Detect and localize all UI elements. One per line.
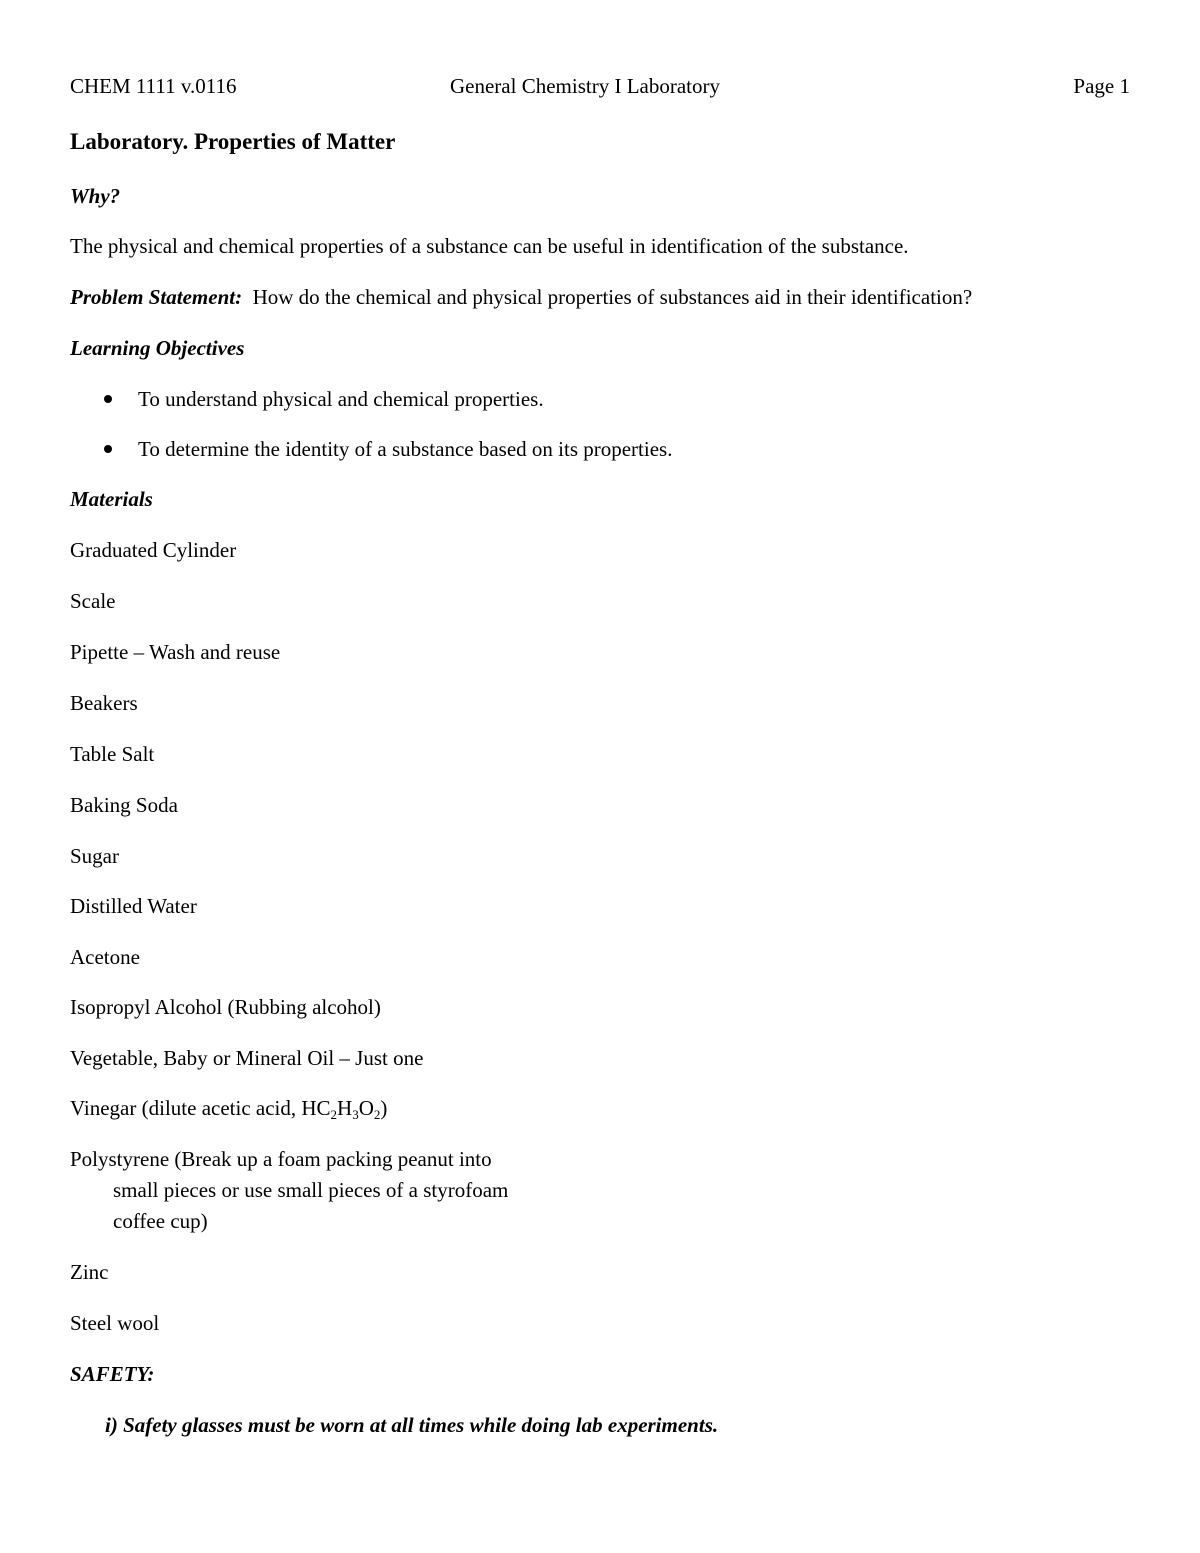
problem-label: Problem Statement: (70, 285, 243, 309)
bullet-icon (104, 445, 112, 453)
materials-heading: Materials (70, 487, 153, 511)
material-item: Sugar (70, 844, 119, 868)
course-code: CHEM 1111 v.0116 (70, 74, 237, 98)
problem-text: How do the chemical and physical properties of substances aid in their identification? (252, 285, 973, 309)
material-item: Beakers (70, 691, 138, 715)
material-item: Scale (70, 589, 116, 613)
why-text: The physical and chemical properties of a substance can be useful in identification of the substance. (70, 234, 909, 258)
why-heading: Why? (70, 184, 121, 208)
material-item: Baking Soda (70, 793, 178, 817)
material-item: Pipette – Wash and reuse (70, 640, 281, 664)
page-number: Page 1 (1073, 74, 1130, 98)
material-item-polystyrene-cont: small pieces or use small pieces of a styrofoam (113, 1178, 509, 1202)
material-item: Table Salt (70, 742, 155, 766)
course-title: General Chemistry I Laboratory (450, 74, 720, 98)
material-item-vinegar: Vinegar (dilute acetic acid, $HC_2H_3O_2$) (70, 1096, 388, 1122)
objective-item: To determine the identity of a substance based on its properties. (104, 437, 672, 462)
material-item: Zinc (70, 1260, 109, 1284)
material-item: Steel wool (70, 1311, 160, 1335)
problem-statement (70, 285, 972, 310)
objectives-heading: Learning Objectives (70, 336, 245, 360)
bullet-icon (104, 395, 112, 403)
page-header (70, 74, 1130, 102)
material-item-polystyrene: Polystyrene (Break up a foam packing peanut into (70, 1147, 492, 1171)
safety-item: i) Safety glasses must be worn at all times while doing lab experiments. (105, 1413, 719, 1437)
material-item: Acetone (70, 945, 140, 969)
safety-heading: SAFETY: (70, 1362, 155, 1386)
objective-item: To understand physical and chemical properties. (104, 387, 544, 412)
material-item: Vegetable, Baby or Mineral Oil – Just one (70, 1046, 424, 1070)
material-item: Distilled Water (70, 894, 197, 918)
material-item-polystyrene-cont: coffee cup) (113, 1209, 208, 1233)
material-item: Isopropyl Alcohol (Rubbing alcohol) (70, 995, 381, 1019)
material-item: Graduated Cylinder (70, 538, 237, 562)
lab-title: Laboratory. Properties of Matter (70, 129, 396, 154)
